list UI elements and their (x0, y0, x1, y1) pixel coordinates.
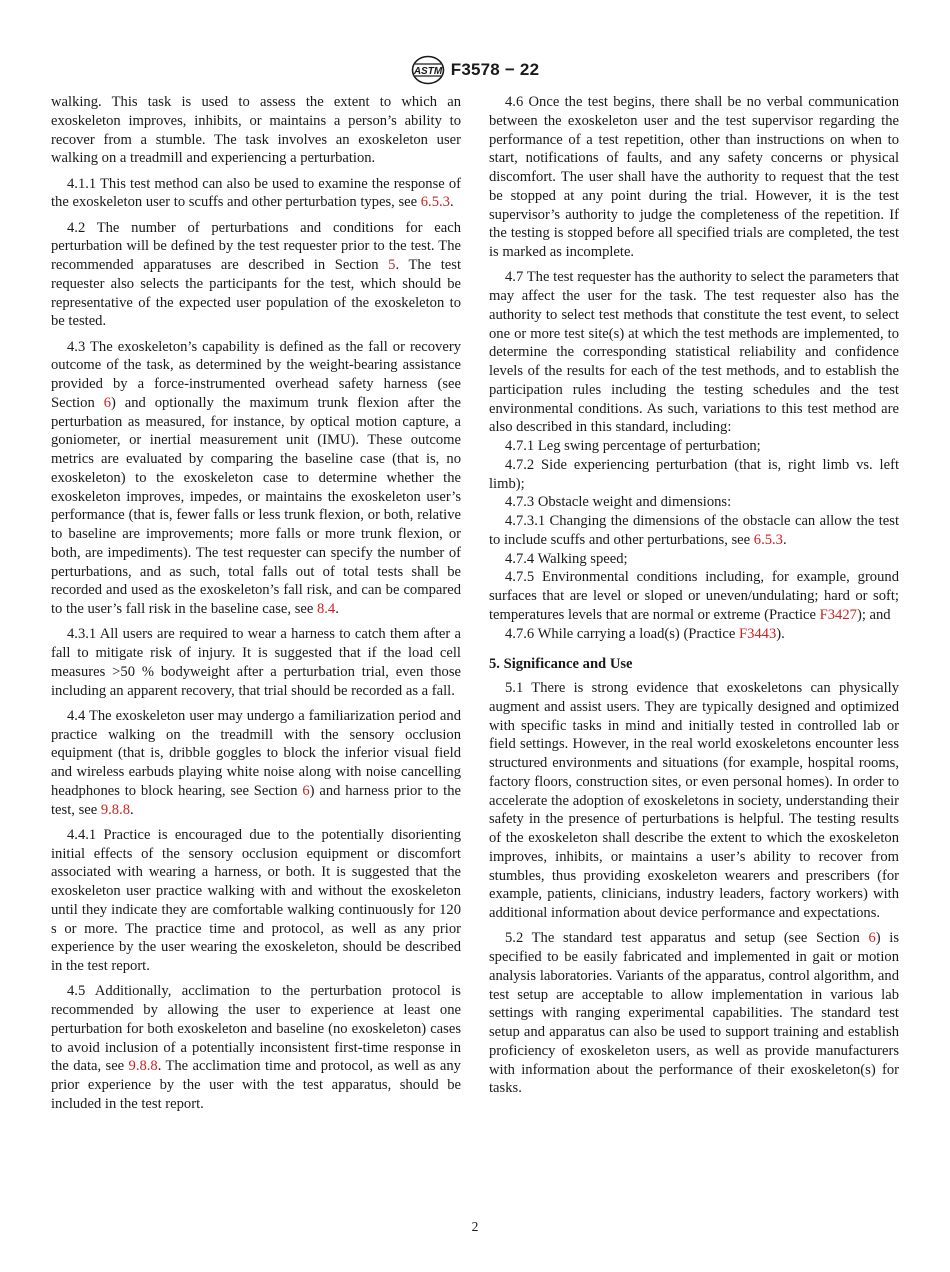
paragraph-text: 4.3.1 All users are required to wear a harness to catch them after a fall to mitigate risk of injury. It is suggested that if the load cell measures >50 % bodyweight after a perturbation trial, even those including an apparent recovery, that trial should be recorded as a fall. (51, 626, 461, 699)
paragraph-4-7-3 (489, 493, 899, 512)
paragraph-4-5 (51, 982, 461, 1113)
svg-text:ASTM: ASTM (413, 66, 442, 77)
paragraph-text: 4.6 Once the test begins, there shall be no verbal communication between the exoskeleton user and the test supervisor regarding the performance of a test repetition, other than instructions on when to start, notifications of faults, and any safety concerns or physical discomfort. The user shall have the authority to request that the test be stopped at any point during the trial. However, it is the test supervisor’s authority to judge the completeness of the repetition. If the testing is stopped before all specified trials are completed, the test is marked as incomplete. (489, 94, 899, 260)
page-number: 2 (471, 1219, 479, 1234)
paragraph-5-2 (489, 929, 899, 1098)
paragraph-text: . The acclimation time and protocol, as well as any prior experience by the user with the test apparatus, should be included in the test report. (51, 1058, 461, 1112)
paragraph-4-7-1 (489, 437, 899, 456)
paragraph-4-7-4 (489, 550, 899, 569)
paragraph-text: 5.2 The standard test apparatus and setup (see Section (505, 930, 869, 947)
section-reference-link[interactable]: F3443 (738, 625, 777, 642)
paragraph-text: 4.2 The number of perturbations and conditions for each perturbation will be defined by the test requester prior to the test. The recommended apparatuses are described in Section (51, 219, 461, 273)
paragraph-4-4 (51, 707, 461, 820)
section-reference-link[interactable]: 6.5.3 (753, 531, 783, 548)
paragraph-text: ); and (856, 606, 891, 623)
paragraph-4-6 (489, 93, 899, 262)
paragraph-text: 5.1 There is strong evidence that exoskeletons can physically augment and assist users. They are typically designed and optimized with specific tasks in mind and initially tested in controlled lab or field settings. However, in the real world exoskeletons encounter less structured environments and situations (for example, hospital rooms, factory floors, construction sites, or even personal homes). In order to accelerate the adoption of exoskeletons in society, understanding their safety in the presence of perturbations is helpful. The testing results of the exoskeleton shall describe the extent to which the exoskeleton improves, inhibits, or maintains a user’s ability to recover from stumbles, thus providing exoskeleton wearers and prescribers (for example, patients, clinicians, industry leaders, factory workers) with additional information about device performance and expectations. (489, 680, 899, 921)
paragraph-4-7-2 (489, 456, 899, 494)
paragraph-text: 4.7.4 Walking speed; (505, 550, 628, 567)
paragraph-text: 4.7 The test requester has the authority to select the parameters that may affect the user for the task. The test requester also has the authority to select test methods that constitute the test event, to select one or more test site(s) at which the test methods are implemented, to determine the corresponding statistical reliability and confidence levels of the results for each of the test methods, and to establish the participation rules including the testing schedules and the test environmental conditions. As such, variations to this test method are also described in this standard, including: (489, 269, 899, 436)
paragraph-4-3-1 (51, 625, 461, 700)
section-reference-link[interactable]: 8.4 (316, 601, 336, 617)
paragraph-text: . (449, 194, 454, 211)
paragraph-text: . (130, 801, 134, 818)
paragraph-4-7-3-1 (489, 512, 899, 550)
page-header (0, 55, 950, 85)
paragraph-text: 4.3 The exoskeleton’s capability is defined as the fall or recovery outcome of the task, as determined by the weight-bearing assistance provided by a force-instrumented overhead safety harness (see Section (51, 338, 461, 411)
document-number: F3578 − 22 (450, 60, 540, 79)
section-reference-link[interactable]: 6.5.3 (420, 194, 450, 211)
paragraph-4-2 (51, 219, 461, 332)
paragraph-text: ) and harness prior to the test, see (51, 782, 461, 818)
paragraph-text: 4.1.1 This test method can also be used to examine the response of the exoskeleton user to scuffs and other perturbation types, see (51, 175, 461, 211)
section-reference-link[interactable]: 5 (388, 257, 396, 273)
paragraph-text: ). (776, 625, 785, 642)
paragraph-text: 4.7.3 Obstacle weight and dimensions: (505, 494, 732, 511)
section-heading: 5. Significance and Use (489, 656, 633, 673)
paragraph-text: 4.7.5 Environmental conditions including, for example, ground surfaces that are level or sloped or uneven/undulating; hard or soft; temperatures levels that are normal or extreme (Practice (489, 569, 899, 623)
paragraph-4-1-1 (51, 175, 461, 213)
paragraph-text: 4.4 The exoskeleton user may undergo a familiarization period and practice walking on the treadmill with the sensory occlusion equipment (that is, dribble goggles to block the inferior visual field and wireless earbuds playing white noise along with noise cancelling headphones to block hearing, see Section (51, 707, 461, 799)
paragraph-text: . The test requester also selects the participants for the test, which should be representative of the expected user population of the exoskeleton to be tested. (51, 257, 461, 330)
section-reference-link[interactable]: 6 (868, 930, 876, 947)
paragraph-text: 4.7.1 Leg swing percentage of perturbation; (505, 438, 761, 454)
paragraph-text: . (782, 531, 787, 548)
section-reference-link[interactable]: F3427 (819, 606, 857, 623)
paragraph-5-1 (489, 679, 899, 923)
paragraph-text: walking. This task is used to assess the extent to which an exoskeleton improves, inhibits, or maintains a person’s ability to recover from a stumble. The task involves an exoskeleton user walking on a treadmill and experiencing a perturbation. (51, 94, 461, 167)
right-column (489, 93, 899, 1098)
paragraph-text: ) and optionally the maximum trunk flexion after the perturbation as measured, for instance, by optical motion capture, a goniometer, or inertial measurement unit (IMU). These outcome metrics are evaluated by comparing the baseline case (that is, no exoskeleton) to the exoskeleton case to determine whether the exoskeleton improves, impedes, or maintains the exoskeleton user’s performance (that is, fewer falls or less trunk flexion, or both, relative to baseline are improvements; more falls or more trunk flexion, or both, are impediments). The test requester can specify the number of perturbations, and as such, total falls out of total tests shall be recorded and used as the exoskeleton’s fall risk, and can be compared to the user’s fall risk in the baseline case, see (51, 394, 461, 617)
paragraph-4-7 (489, 268, 899, 437)
paragraph-text: 4.5 Additionally, acclimation to the perturbation protocol is recommended by allowing the user to experience at least one perturbation for both exoskeleton and baseline (no exoskeleton) cases to avoid inclusion of a potentially inconsistent first-time response in the data, see (51, 983, 461, 1075)
paragraph-text: 4.7.6 While carrying a load(s) (Practice (505, 625, 739, 642)
paragraph-4-3 (51, 338, 461, 619)
astm-logo-icon (411, 55, 445, 85)
paragraph-cont (51, 93, 461, 168)
section-reference-link[interactable]: 9.8.8 (100, 801, 131, 818)
section-reference-link[interactable]: 9.8.8 (128, 1058, 158, 1075)
paragraph-text: 4.7.3.1 Changing the dimensions of the obstacle can allow the test to include scuffs and other perturbations, see (489, 513, 899, 548)
paragraph-text: 4.4.1 Practice is encouraged due to the potentially disorienting initial effects of the sensory occlusion equipment or discomfort associated with wearing a harness, or both. It is suggested that the exoskeleton user practice walking with and without the exoskeleton until they indicate they are comfortable walking continuously for 120 s or more. The practice time and protocol, as well as any prior experience by the user wearing the exoskeleton, should be described in the test report. (51, 826, 461, 974)
left-column (51, 93, 461, 1114)
paragraph-text: ) is specified to be easily fabricated and implemented in gait or motion analysis laboratories. Variants of the apparatus, control algorithm, and test setup are acceptable to allow implementation in various lab settings with ranging experimental capabilities. The standard test setup and apparatus can also be used to support training and establish proficiency of exoskeleton users, as well as provide manufacturers with information about the performance of their exoskeleton(s) for tasks. (489, 930, 899, 1097)
section-reference-link[interactable]: 6 (302, 782, 310, 799)
paragraph-text: 4.7.2 Side experiencing perturbation (that is, right limb vs. left limb); (489, 456, 899, 492)
paragraph-text: . (335, 601, 339, 617)
paragraph-4-4-1 (51, 826, 461, 976)
section-reference-link[interactable]: 6 (103, 394, 111, 411)
paragraph-4-7-5 (489, 568, 899, 624)
paragraph-4-7-6 (489, 625, 899, 644)
